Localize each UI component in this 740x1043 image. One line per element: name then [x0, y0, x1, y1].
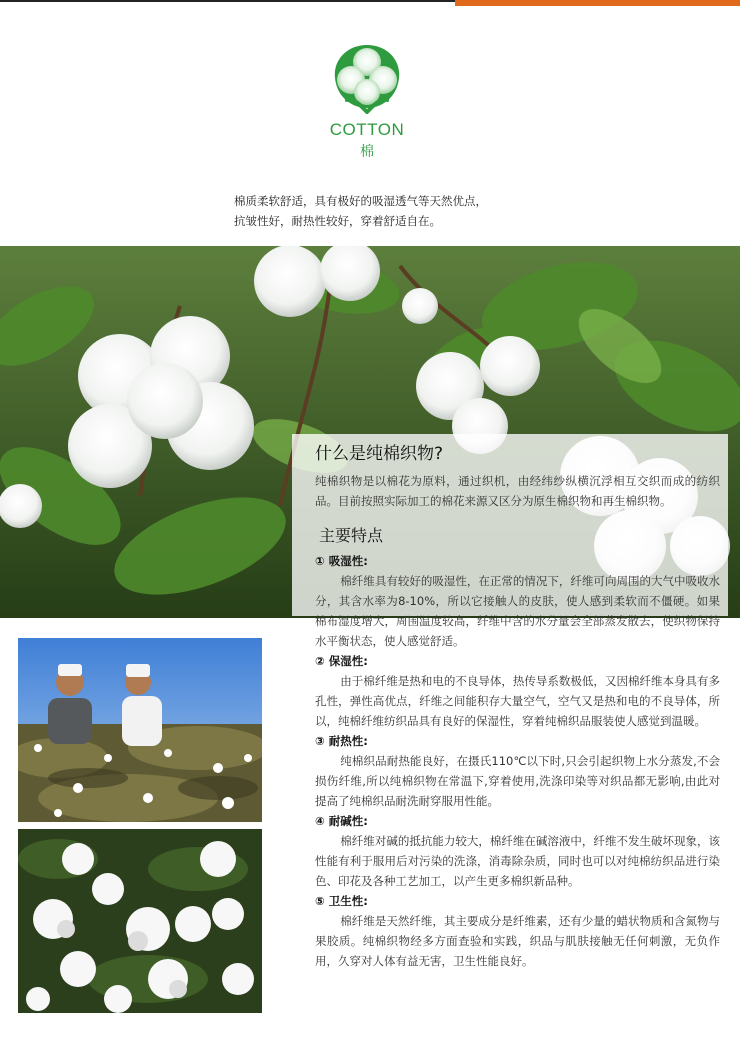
- feature-body: 纯棉织品耐热能良好，在摄氏110℃以下时,只会引起织物上水分蒸发,不会损伤纤维,所以纯棉织物在常温下,穿着使用,洗涤印染等对织品都无影响,由此对提高了纯棉织品耐洗耐穿服用性能。: [315, 754, 720, 808]
- cotton-logo: [318, 40, 416, 161]
- intro-text: [234, 191, 534, 231]
- feature-title: ⑤ 卫生性:: [315, 894, 368, 908]
- farmers-photo: [18, 638, 262, 822]
- feature-body: 棉纤维是天然纤维，其主要成分是纤维素，还有少量的蜡状物质和含氮物与果胶质。纯棉织物经多方面查验和实践，织品与肌肤接触无任何刺激，无负作用，久穿对人体有益无害，卫生性能良好。: [315, 914, 720, 968]
- feature-title: ④ 耐碱性:: [315, 814, 368, 828]
- cotton-bolls-photo: [18, 829, 262, 1013]
- top-accent-bar: [0, 0, 740, 6]
- cotton-bolls-illustration: [18, 829, 262, 1013]
- feature-body: 由于棉纤维是热和电的不良导体，热传导系数极低，又因棉纤维本身具有多孔性，弹性高优点，纤维之间能积存大量空气，空气又是热和电的不良导体，所以，纯棉纤维纺织品具有良好的保湿性，穿着纯棉织品服装使人感觉到温暖。: [315, 674, 720, 728]
- feature-body: 棉纤维具有较好的吸湿性，在正常的情况下，纤维可向周围的大气中吸收水分，其含水率为8-10%，所以它接触人的皮肤，使人感到柔软而不僵硬。如果棉布湿度增大，周围温度较高，纤维中含的水分量会全部蒸发散去，使织物保持水平衡状态，使人感觉舒适。: [315, 574, 720, 648]
- feature-body: 棉纤维对碱的抵抗能力较大，棉纤维在碱溶液中，纤维不发生破坏现象，该性能有利于服用后对污染的洗涤，消毒除杂质，同时也可以对纯棉纺织品进行染色、印花及各种工艺加工，以产生更多棉织新品种。: [315, 834, 720, 888]
- top-orange-bar: [455, 0, 740, 6]
- feature-item: [315, 731, 720, 811]
- feature-item: [315, 651, 720, 731]
- article-question-heading: 什么是纯棉织物?: [315, 444, 444, 464]
- cotton-boll-icon: [325, 40, 409, 114]
- feature-item: [315, 551, 720, 651]
- intro-line-1: 棉质柔软舒适，具有极好的吸湿透气等天然优点，: [234, 194, 487, 208]
- top-dark-line: [0, 0, 455, 2]
- article-definition: 纯棉织物是以棉花为原料，通过织机，由经纬纱纵横沉浮相互交织而成的纺织品。目前按照实际加工的棉花来源又区分为原生棉织物和再生棉织物。: [315, 474, 720, 508]
- intro-line-2: 抗皱性好，耐热性较好，穿着舒适自在。: [234, 214, 441, 228]
- farmers-illustration: [18, 638, 262, 822]
- feature-title: ① 吸湿性:: [315, 554, 368, 568]
- feature-item: [315, 891, 720, 971]
- feature-item: [315, 811, 720, 891]
- logo-brand-text: COTTON: [329, 120, 405, 139]
- article-content: [315, 442, 720, 971]
- logo-brand-cn: 棉: [360, 144, 374, 160]
- feature-title: ② 保湿性:: [315, 654, 368, 668]
- features-heading: 主要特点: [319, 526, 384, 545]
- feature-title: ③ 耐热性:: [315, 734, 368, 748]
